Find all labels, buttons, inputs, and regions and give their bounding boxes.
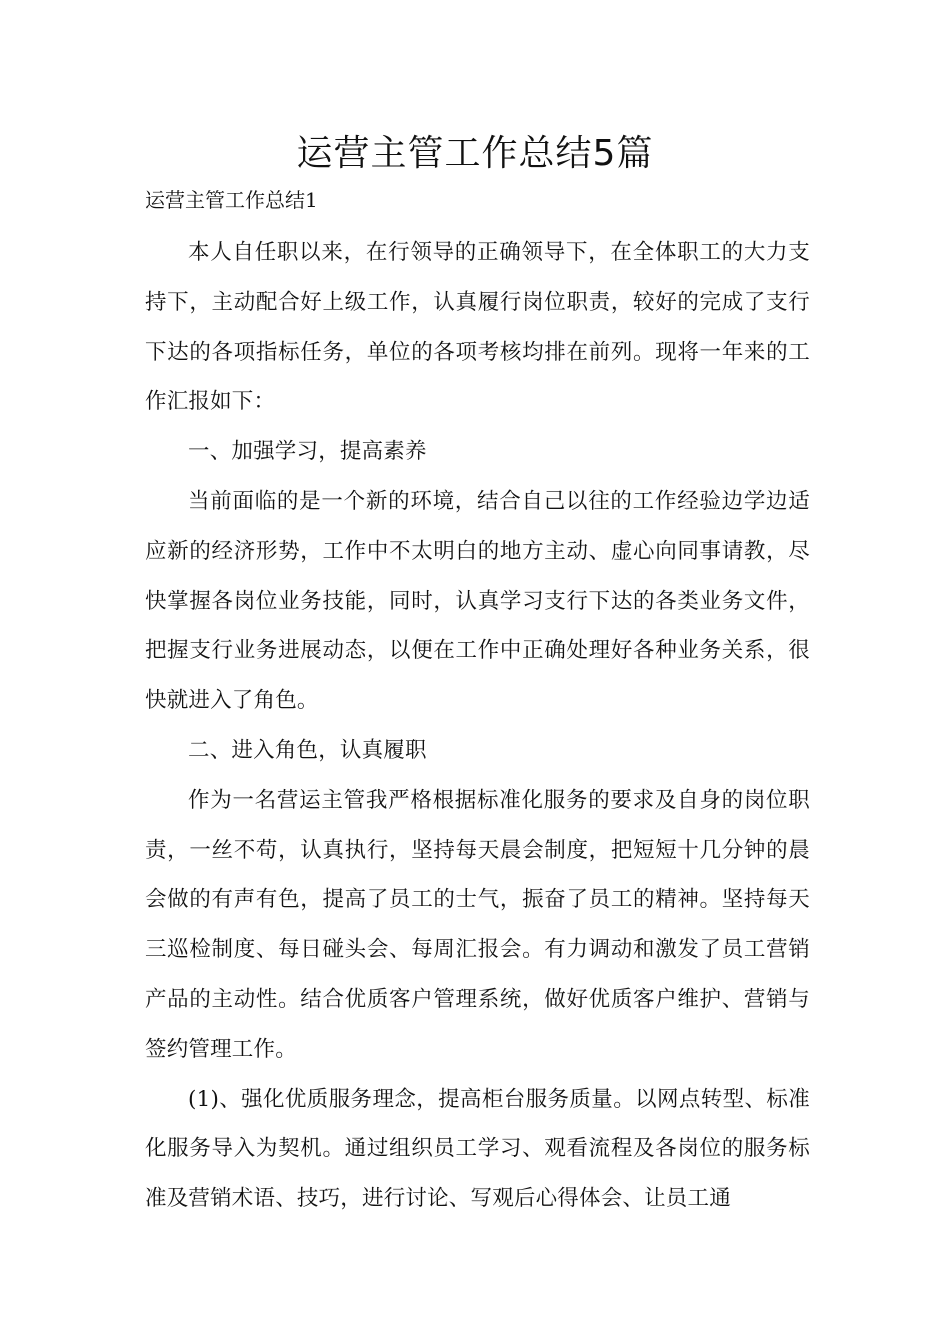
section-heading-2: 二、进入角色，认真履职 [188, 737, 427, 763]
paragraph-service: (1)、强化优质服务理念，提高柜台服务质量。以网点转型、标准化服务导入为契机。通过组织员工学习、观看流程及各岗位的服务标准及营销术语、技巧，进行讨论、写观后心得体会、让员工通 [145, 1086, 810, 1212]
document-title: 运营主管工作总结5篇 [296, 133, 654, 174]
paragraph-intro: 本人自任职以来，在行领导的正确领导下，在全体职工的大力支持下，主动配合好上级工作，认真履行岗位职责，较好的完成了支行下达的各项指标任务，单位的各项考核均排在前列。现将一年来的工作汇报如下： [145, 240, 810, 415]
section-subtitle: 运营主管工作总结1 [145, 188, 318, 212]
paragraph-learning: 当前面临的是一个新的环境，结合自己以往的工作经验边学边适应新的经济形势，工作中不太明白的地方主动、虚心向同事请教，尽快掌握各岗位业务技能，同时，认真学习支行下达的各类业务文件，把握支行业务进展动态，以便在工作中正确处理好各种业务关系，很快就进入了角色。 [145, 488, 810, 714]
section-heading-1: 一、加强学习，提高素养 [188, 439, 427, 465]
paragraph-duties: 作为一名营运主管我严格根据标准化服务的要求及自身的岗位职责，一丝不苟，认真执行，坚持每天晨会制度，把短短十几分钟的晨会做的有声有色，提高了员工的士气，振奋了员工的精神。坚持每天三巡检制度、每日碰头会、每周汇报会。有力调动和激发了员工营销产品的主动性。结合优质客户管理系统，做好优质客户维护、营销与签约管理工作。 [145, 787, 810, 1062]
document-body [145, 182, 810, 1224]
